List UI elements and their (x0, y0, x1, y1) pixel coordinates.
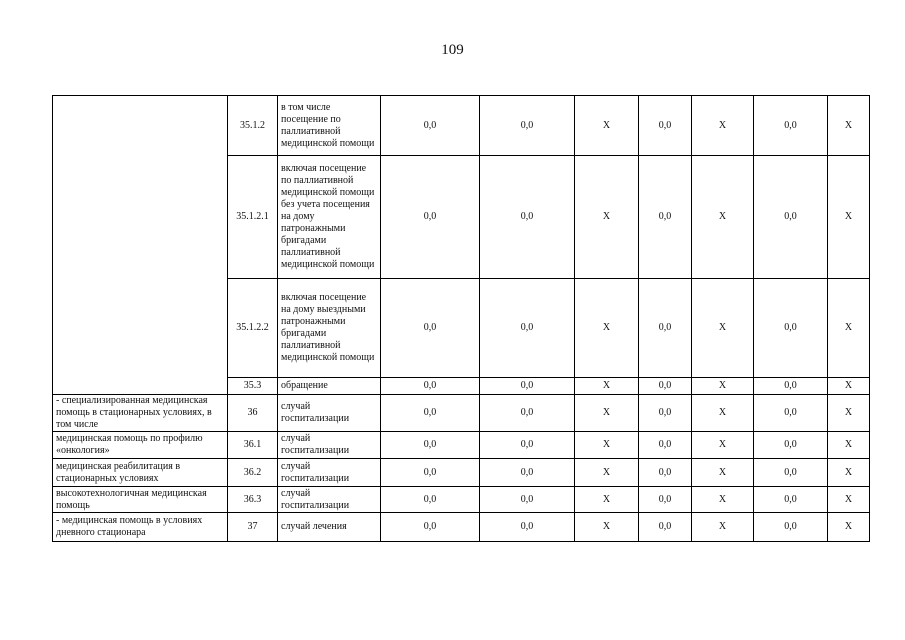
value-cell: X (575, 513, 639, 542)
table-row (53, 395, 870, 432)
value-cell: 0,0 (754, 395, 828, 432)
table-row (53, 487, 870, 513)
row-unit: в том числе посещение по паллиативной медицинской помощи (278, 96, 381, 156)
value-cell: X (828, 96, 870, 156)
value-cell: 0,0 (381, 96, 480, 156)
value-cell: 0,0 (381, 279, 480, 378)
table-row (53, 432, 870, 459)
value-cell: 0,0 (639, 96, 692, 156)
value-cell: X (692, 279, 754, 378)
row-name: высокотехнологичная медицинская помощь (53, 487, 228, 513)
row-unit: случай госпитализации (278, 487, 381, 513)
value-cell: 0,0 (480, 513, 575, 542)
value-cell: 0,0 (639, 378, 692, 395)
value-cell: 0,0 (639, 156, 692, 279)
value-cell: X (575, 487, 639, 513)
value-cell: 0,0 (480, 96, 575, 156)
value-cell: X (828, 487, 870, 513)
data-table (52, 95, 870, 542)
value-cell: 0,0 (754, 459, 828, 487)
value-cell: X (575, 378, 639, 395)
value-cell: 0,0 (639, 513, 692, 542)
table-row (53, 96, 870, 156)
row-code: 36.1 (228, 432, 278, 459)
row-name: медицинская реабилитация в стационарных условиях (53, 459, 228, 487)
row-name: - специализированная медицинская помощь в стационарных условиях, в том числе (53, 395, 228, 432)
value-cell: 0,0 (754, 378, 828, 395)
value-cell: X (828, 432, 870, 459)
value-cell: 0,0 (639, 459, 692, 487)
value-cell: X (692, 459, 754, 487)
value-cell: X (575, 395, 639, 432)
row-unit: включая посещение по паллиативной медицинской помощи без учета посещения на дому патронажными бригадами паллиативной медицинской помощи (278, 156, 381, 279)
value-cell: X (692, 395, 754, 432)
value-cell: X (828, 156, 870, 279)
value-cell: X (692, 156, 754, 279)
value-cell: 0,0 (754, 432, 828, 459)
row-code: 35.1.2.2 (228, 279, 278, 378)
value-cell: 0,0 (480, 395, 575, 432)
value-cell: X (828, 279, 870, 378)
value-cell: X (692, 487, 754, 513)
value-cell: 0,0 (639, 395, 692, 432)
value-cell: 0,0 (754, 487, 828, 513)
value-cell: 0,0 (381, 513, 480, 542)
value-cell: 0,0 (381, 432, 480, 459)
value-cell: 0,0 (480, 378, 575, 395)
row-code: 35.3 (228, 378, 278, 395)
value-cell: 0,0 (381, 459, 480, 487)
value-cell: 0,0 (381, 395, 480, 432)
row-code: 36.3 (228, 487, 278, 513)
row-unit: случай лечения (278, 513, 381, 542)
value-cell: 0,0 (381, 487, 480, 513)
value-cell: X (692, 378, 754, 395)
value-cell: 0,0 (480, 459, 575, 487)
row-code: 35.1.2.1 (228, 156, 278, 279)
value-cell: 0,0 (639, 432, 692, 459)
row-unit: обращение (278, 378, 381, 395)
value-cell: X (828, 459, 870, 487)
value-cell: X (828, 395, 870, 432)
row-code: 36 (228, 395, 278, 432)
row-unit: случай госпитализации (278, 395, 381, 432)
value-cell: 0,0 (639, 279, 692, 378)
value-cell: 0,0 (754, 96, 828, 156)
value-cell: X (575, 432, 639, 459)
row-unit: случай госпитализации (278, 459, 381, 487)
value-cell: X (692, 513, 754, 542)
table-row (53, 459, 870, 487)
row-unit: включая посещение на дому выездными патронажными бригадами паллиативной медицинской помощи (278, 279, 381, 378)
value-cell: 0,0 (639, 487, 692, 513)
page-number: 109 (441, 42, 464, 58)
value-cell: 0,0 (480, 432, 575, 459)
value-cell: 0,0 (381, 378, 480, 395)
value-cell: X (828, 513, 870, 542)
value-cell: 0,0 (754, 156, 828, 279)
row-name: - медицинская помощь в условиях дневного стационара (53, 513, 228, 542)
value-cell: 0,0 (754, 513, 828, 542)
row-name-cell (53, 96, 228, 395)
row-code: 35.1.2 (228, 96, 278, 156)
value-cell: X (692, 432, 754, 459)
row-code: 37 (228, 513, 278, 542)
row-name: медицинская помощь по профилю «онкология» (53, 432, 228, 459)
value-cell: X (692, 96, 754, 156)
value-cell: 0,0 (480, 487, 575, 513)
table-row (53, 513, 870, 542)
value-cell: 0,0 (480, 279, 575, 378)
value-cell: X (575, 459, 639, 487)
row-unit: случай госпитализации (278, 432, 381, 459)
value-cell: X (828, 378, 870, 395)
value-cell: 0,0 (754, 279, 828, 378)
value-cell: 0,0 (480, 156, 575, 279)
value-cell: X (575, 96, 639, 156)
value-cell: X (575, 279, 639, 378)
value-cell: 0,0 (381, 156, 480, 279)
value-cell: X (575, 156, 639, 279)
row-code: 36.2 (228, 459, 278, 487)
